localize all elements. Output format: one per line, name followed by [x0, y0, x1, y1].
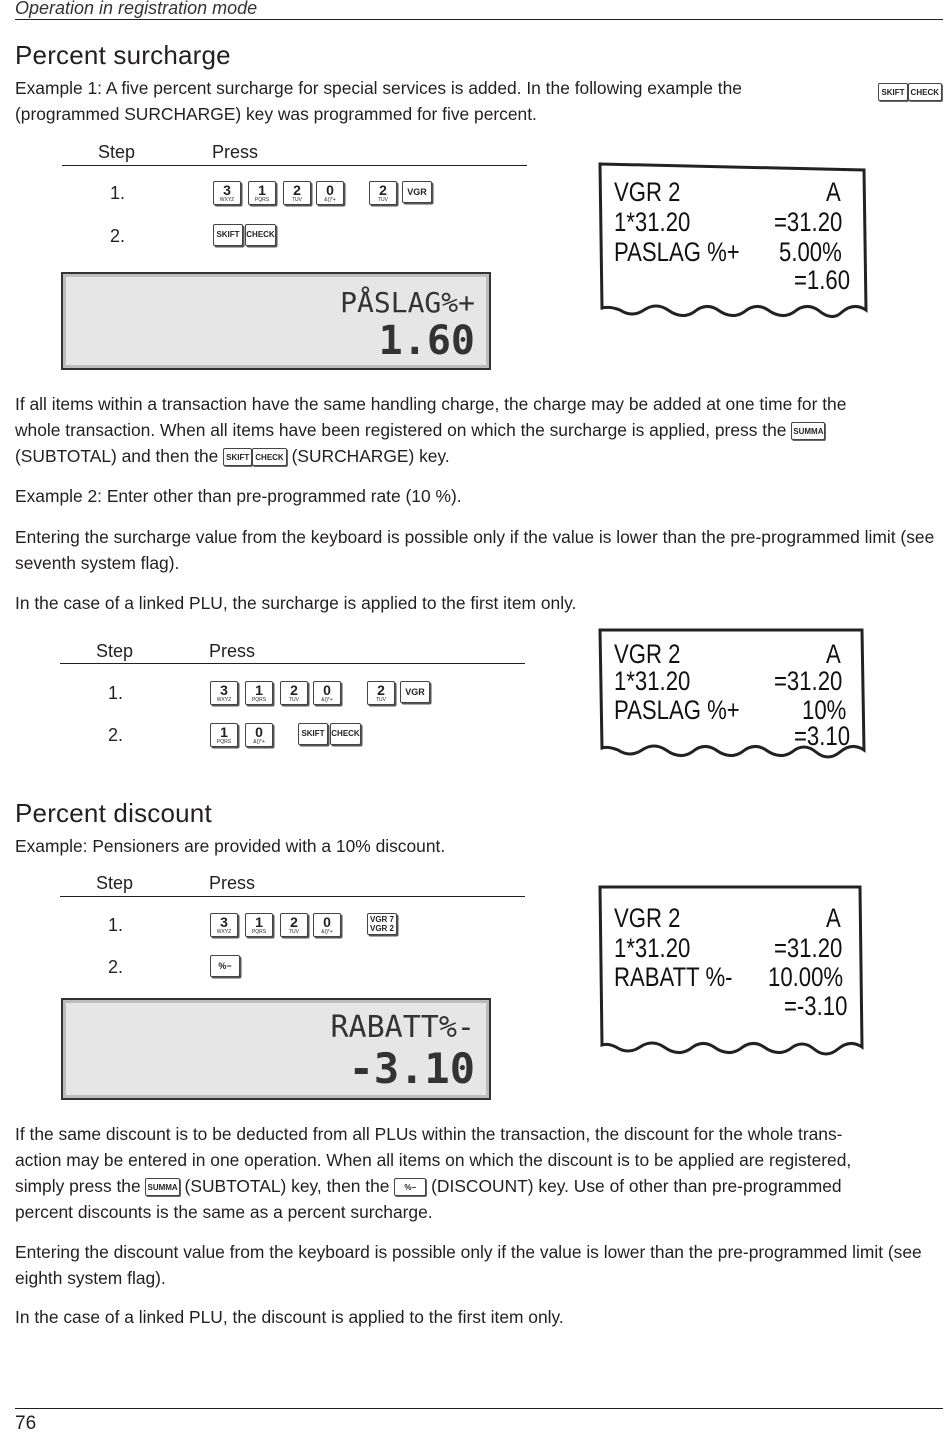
key-1: 1 PQRS: [248, 181, 276, 205]
surcharge-limit-note: Entering the surcharge value from the keyboard is possible only if the value is lower than the pre-programmed limit (see seventh system flag).: [15, 527, 935, 573]
surcharge-intro: [15, 75, 943, 127]
key-1: 1 PQRS: [210, 723, 238, 747]
lcd-line-1: PÅSLAG%+: [340, 286, 475, 319]
linked-plu-note-surcharge: In the case of a linked PLU, the surcharge is applied to the first item only.: [15, 593, 577, 613]
receipt-value: =31.20: [774, 207, 843, 237]
skift-key: SKIFT: [213, 224, 243, 246]
section-heading-discount: Percent discount: [15, 798, 212, 828]
check-key: CHECK: [245, 224, 276, 246]
receipt-value: =3.10: [794, 721, 851, 751]
text-line: percent discounts is the same as a percent surcharge.: [15, 1202, 433, 1222]
intro-text-b: (programmed SURCHARGE) key was programmed for five percent.: [15, 104, 537, 124]
text-line: (SURCHARGE) key.: [291, 446, 450, 466]
receipt-value: =1.60: [794, 265, 851, 295]
receipt-line: PASLAG %+: [614, 695, 740, 725]
vgr7-vgr2-key: VGR 7 VGR 2: [367, 913, 397, 935]
step-1: 1.: [108, 915, 124, 935]
key-3: 3 WXYZ: [210, 681, 238, 705]
text-line: (SUBTOTAL) and then the: [15, 446, 219, 466]
step-column-header: Step: [96, 641, 134, 661]
key-0: 0 &()*+: [313, 681, 341, 705]
step-1: 1.: [108, 683, 124, 703]
check-key: CHECK: [330, 723, 361, 745]
step-column-header: Step: [96, 873, 134, 893]
vgr-key: VGR: [402, 181, 432, 203]
receipt-value: =31.20: [774, 666, 843, 696]
receipt-line: 1*31.20: [614, 933, 691, 963]
percent-minus-key-inline: %−: [394, 1178, 426, 1196]
press-column-header: Press: [209, 873, 256, 893]
skift-key: SKIFT: [878, 83, 907, 101]
receipt-value: A: [826, 177, 841, 207]
skift-key: SKIFT: [298, 723, 328, 745]
page-number: 76: [15, 1413, 37, 1434]
discount-intro: Example: Pensioners are provided with a 10% discount.: [15, 836, 446, 856]
text-line: action may be entered in one operation. When all items on which the discount is to be applied are registered,: [15, 1150, 852, 1170]
receipt-value: 5.00%: [779, 237, 842, 267]
key-2: 2 TUV: [367, 681, 395, 705]
step-2: 2.: [108, 725, 124, 745]
step-2: 2.: [108, 957, 124, 977]
key-2: 2 TUV: [280, 681, 308, 705]
summa-key-inline: SUMMA: [791, 422, 825, 440]
receipt-value: A: [826, 639, 841, 669]
key-1: 1 PQRS: [245, 681, 273, 705]
lcd-line-2: 1.60: [378, 318, 475, 364]
lcd-line-1: RABATT%-: [330, 1010, 475, 1045]
key-2: 2 TUV: [280, 913, 308, 937]
example-2-text: Example 2: Enter other than pre-programmed rate (10 %).: [15, 486, 462, 506]
lcd-display-surcharge: [61, 272, 491, 370]
receipt-value: 10.00%: [768, 962, 844, 992]
header-rule: [15, 19, 943, 20]
receipt-value: =31.20: [774, 933, 843, 963]
linked-plu-note-discount: In the case of a linked PLU, the discount is applied to the first item only.: [15, 1307, 564, 1327]
key-0: 0 &()*+: [316, 181, 344, 205]
table-rule: [60, 896, 525, 897]
receipt-value: A: [826, 903, 841, 933]
receipt-line: PASLAG %+: [614, 237, 740, 267]
receipt-value: =-3.10: [784, 991, 848, 1021]
key-2: 2 TUV: [369, 181, 397, 205]
text-line: (SUBTOTAL) key, then the: [184, 1176, 390, 1196]
text-line: (DISCOUNT) key. Use of other than pre-programmed: [431, 1176, 842, 1196]
running-header: Operation in registration mode: [15, 0, 258, 18]
receipt-line: RABATT %-: [614, 962, 733, 992]
skift-check-key-inline: [878, 78, 942, 104]
discount-limit-note: Entering the discount value from the keyboard is possible only if the value is lower than the pre-programmed limit (see eighth system flag).: [15, 1242, 922, 1288]
text-line: If the same discount is to be deducted from all PLUs within the transaction, the discount for the whole trans-: [15, 1124, 843, 1144]
lcd-line-2: -3.10: [348, 1044, 475, 1093]
receipt-surcharge-2: [614, 640, 854, 760]
receipt-line: 1*31.20: [614, 207, 691, 237]
discount-paragraph-1: [15, 1121, 943, 1225]
summa-key-inline: SUMMA: [145, 1178, 179, 1196]
step-2: 2.: [110, 226, 126, 246]
step-1: 1.: [110, 183, 126, 203]
intro-text-a: Example 1: A five percent surcharge for special services is added. In the following example the: [15, 78, 742, 98]
surcharge-paragraph-1: [15, 391, 943, 469]
key-1: 1 PQRS: [245, 913, 273, 937]
receipt-line: VGR 2: [614, 903, 681, 933]
step-column-header: Step: [98, 142, 136, 162]
text-line: If all items within a transaction have the same handling charge, the charge may be added at one time for the: [15, 394, 847, 414]
section-heading-surcharge: Percent surcharge: [15, 40, 231, 70]
table-rule: [60, 663, 525, 664]
lcd-display-discount: [61, 998, 491, 1100]
key-2: 2 TUV: [283, 181, 311, 205]
key-0: 0 &()*+: [313, 913, 341, 937]
receipt-line: 1*31.20: [614, 666, 691, 696]
receipt-line: VGR 2: [614, 639, 681, 669]
table-rule: [62, 165, 527, 166]
key-3: 3 WXYZ: [213, 181, 241, 205]
vgr-key: VGR: [400, 681, 430, 703]
key-3: 3 WXYZ: [210, 913, 238, 937]
skift-key-inline: SKIFT: [223, 448, 252, 466]
receipt-value: 10%: [802, 695, 847, 725]
receipt-surcharge: [614, 178, 854, 298]
text-line: whole transaction. When all items have been registered on which the surcharge is applied, press the: [15, 420, 787, 440]
check-key: CHECK: [908, 83, 942, 101]
percent-minus-key: %−: [210, 955, 240, 977]
footer-rule: [15, 1408, 943, 1409]
press-column-header: Press: [209, 641, 256, 661]
check-key-inline: CHECK: [252, 448, 286, 466]
receipt-line: VGR 2: [614, 177, 681, 207]
receipt-discount: [614, 904, 854, 1024]
key-0: 0 &()*+: [245, 723, 273, 747]
press-column-header: Press: [212, 142, 259, 162]
text-line: simply press the: [15, 1176, 141, 1196]
